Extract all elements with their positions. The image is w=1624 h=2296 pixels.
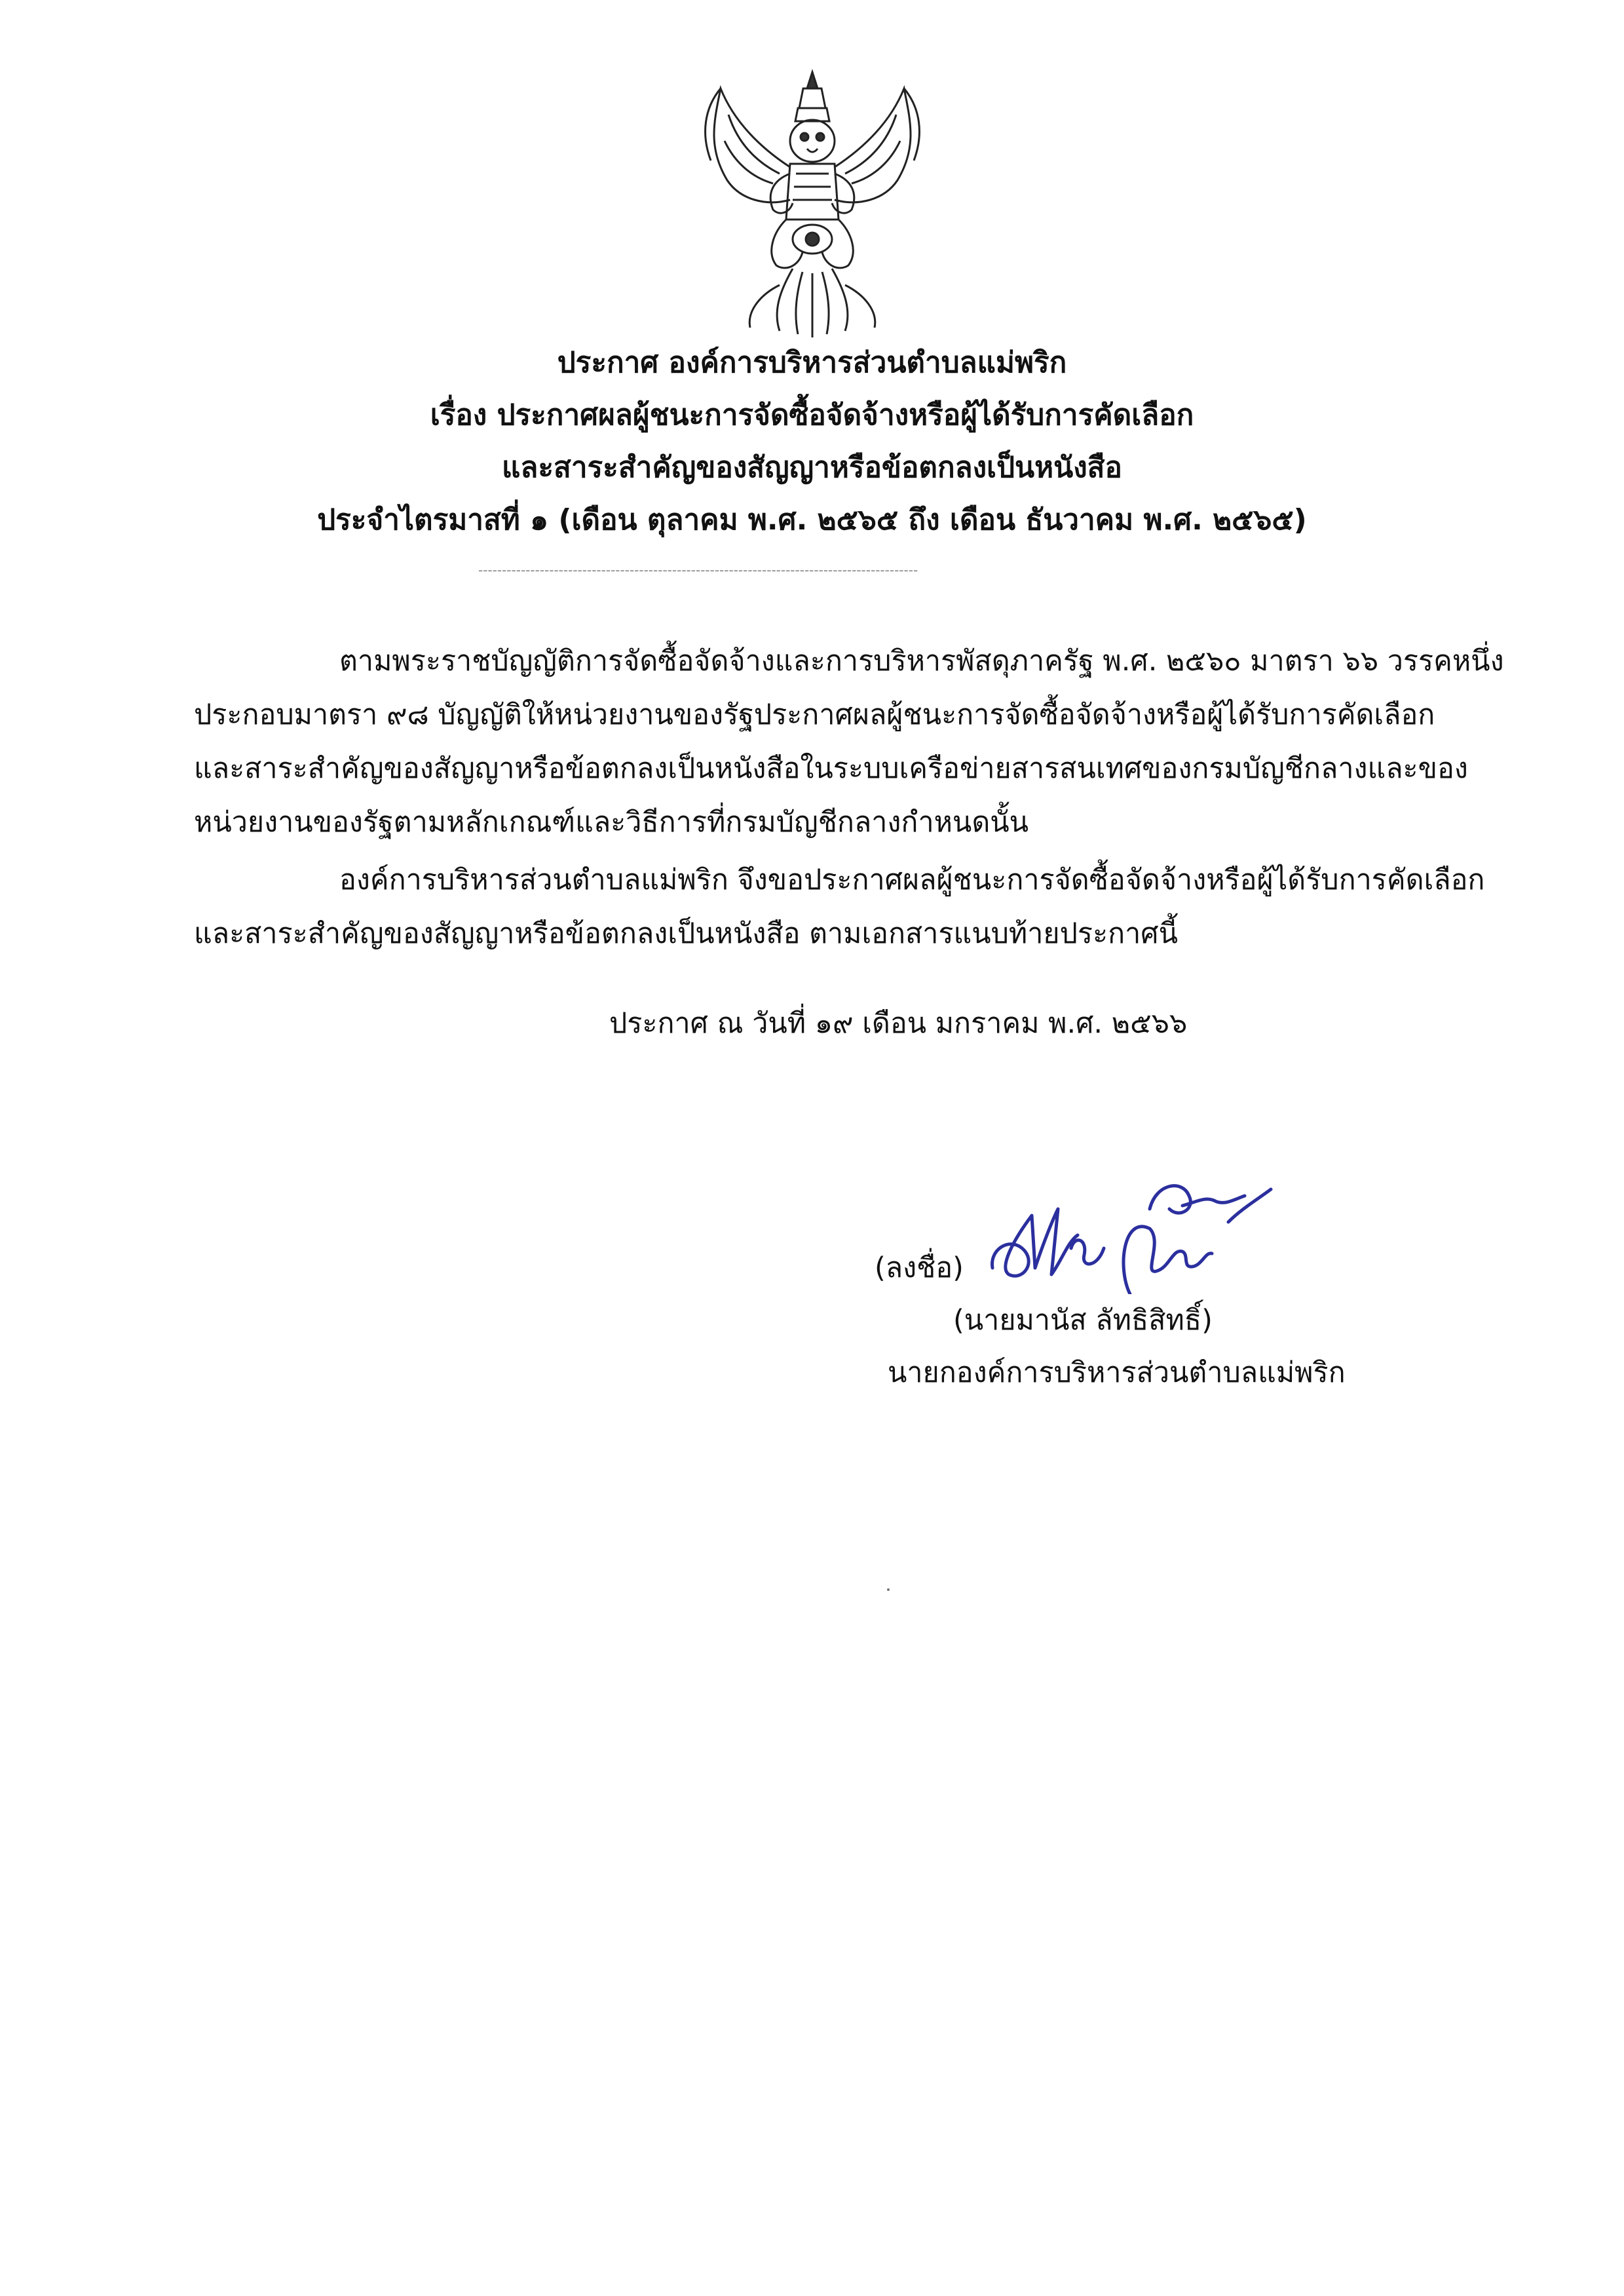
heading-subject-cont: และสาระสำคัญของสัญญาหรือข้อตกลงเป็นหนังสือ	[502, 451, 1122, 484]
scan-speck	[887, 1588, 890, 1591]
heading-subject: เรื่อง ประกาศผลผู้ชนะการจัดซื้อจัดจ้างหรือผู้ได้รับการคัดเลือก	[430, 398, 1194, 432]
announcement-date: ประกาศ ณ วันที่ ๑๙ เดือน มกราคม พ.ศ. ๒๕๖๖	[609, 1007, 1188, 1040]
heading-quarter: ประจำไตรมาสที่ ๑ (เดือน ตุลาคม พ.ศ. ๒๕๖๕ ถึง เดือน ธันวาคม พ.ศ. ๒๕๖๕)	[317, 503, 1307, 537]
paragraph-2-line-1: องค์การบริหารส่วนตำบลแม่พริก จึงขอประกาศผลผู้ชนะการจัดซื้อจัดจ้างหรือผู้ได้รับการคัดเลือก	[339, 864, 1485, 896]
heading-title: ประกาศ องค์การบริหารส่วนตำบลแม่พริก	[557, 346, 1067, 379]
paragraph-1-line-1: ตามพระราชบัญญัติการจัดซื้อจัดจ้างและการบริหารพัสดุภาครัฐ พ.ศ. ๒๕๖๐ มาตรา ๖๖ วรรคหนึ่ง	[339, 645, 1504, 678]
paragraph-2-line-2: และสาระสำคัญของสัญญาหรือข้อตกลงเป็นหนังสือ ตามเอกสารแนบท้ายประกาศนี้	[194, 917, 1178, 950]
paragraph-1-line-3: และสาระสำคัญของสัญญาหรือข้อตกลงเป็นหนังสือในระบบเครือข่ายสารสนเทศของกรมบัญชีกลางและของ	[194, 752, 1468, 785]
heading-divider: ---------------------------------------------------------------------------------------------	[478, 562, 918, 578]
garuda-emblem-icon	[681, 69, 943, 341]
signer-title: นายกองค์การบริหารส่วนตำบลแม่พริก	[888, 1356, 1346, 1389]
paragraph-1-line-4: หน่วยงานของรัฐตามหลักเกณฑ์และวิธีการที่กรมบัญชีกลางกำหนดนั้น	[194, 806, 1029, 839]
paragraph-1-line-2: ประกอบมาตรา ๙๘ บัญญัติให้หน่วยงานของรัฐประกาศผลผู้ชนะการจัดซื้อจัดจ้างหรือผู้ได้รับการคัดเลือก	[194, 698, 1435, 731]
handwritten-signature	[986, 1170, 1274, 1294]
signer-name: (นายมานัส ลัทธิสิทธิ์)	[953, 1304, 1213, 1337]
signature-label: (ลงชื่อ)	[875, 1252, 964, 1284]
